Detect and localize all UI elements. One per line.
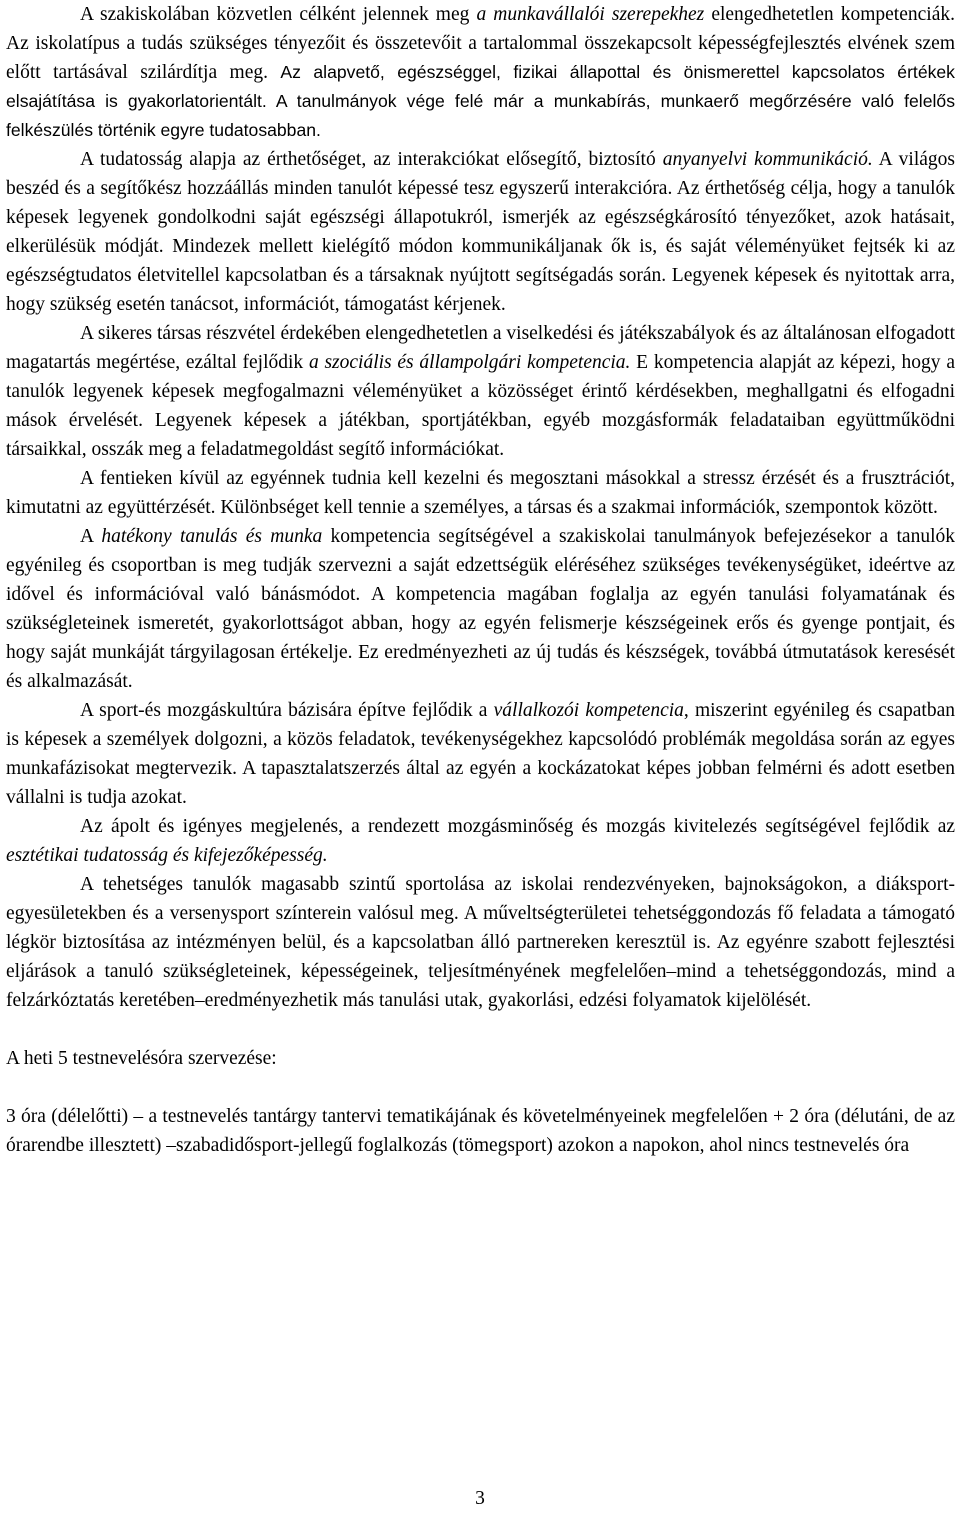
- spacer: [6, 1015, 955, 1044]
- paragraph-social-civic-competence: A sikeres társas részvétel érdekében elengedhetetlen a viselkedési és játékszabályok és az általánosan elfogadott magatartás megértése, ezáltal fejlődik a szociális és állampolgári kompetencia. E kompetencia alapját az képezi, hogy a tanulók legyenek képesek megfogalmazni véleményüket a közösséget érintő kérdésekben, meghallgatni és elfogadni mások érvelését. Legyenek képesek a játékban, sportjátékban, egyéb mozgásformák feladataiban együttműködni társaikkal, osszák meg a feladatmegoldást segítő információkat.: [6, 323, 955, 460]
- paragraph-entrepreneurship: A sport-és mozgáskultúra bázisára építve fejlődik a vállalkozói kompetencia, miszerint egyénileg és csapatban is képesek a személyek dolgozni, a közös feladatok, tevékenységekhez kapcsolódó problémák megoldása során az egyes munkafázisokat megtervezik. A tapasztalatszerzés által az egyén a kockázatokat képes jobban felmérni és adott esetben vállalni is tudja azokat.: [6, 700, 955, 808]
- section-heading: A heti 5 testnevelésóra szervezése:: [6, 1048, 277, 1069]
- schedule-paragraph: 3 óra (délelőtti) – a testnevelés tantárgy tantervi tematikájának és követelményeinek megfelelően + 2 óra (délutáni, de az órarendbe illesztett) –szabadidősport-jellegű foglalkozás (tömegsport) azokon a napokon, ahol nincs testnevelés óra: [6, 1106, 955, 1156]
- paragraph-native-language-communication: A tudatosság alapja az érthetőséget, az interakciókat elősegítő, biztosító anyanyelvi kommunikáció. A világos beszéd és a segítőkész hozzáállás minden tanulót képessé tesz egyszerű interakcióra. Az érthetőség célja, hogy a tanulók képesek legyenek gondolkodni saját egészségi állapotukról, ismerjék az egészségkárosító tényezőket, azok hatásait, elkerülésük módját. Mindezek mellett kielégítő módon kommunikáljanak ők is, és saját véleményüket fejtsék ki az egészségtudatos életvitellel kapcsolatban és a társaknak nyújtott segítségadás során. Legyenek képesek és nyitottak arra, hogy szükség esetén tanácsot, információt, támogatást kérjenek.: [6, 149, 956, 315]
- document-page: [6, 0, 955, 1160]
- paragraph-stress-management: A fentieken kívül az egyénnek tudnia kell kezelni és megosztani másokkal a stressz érzését és a frusztrációt, kimutatni az együttérzését. Különbséget kell tennie a személyes, a társas és a szakmai információk, szempontok között.: [6, 468, 955, 518]
- page-number: 3: [475, 1488, 485, 1509]
- paragraph-aesthetic-awareness: Az ápolt és igényes megjelenés, a rendezett mozgásminőség és mozgás kivitelezés segítségével fejlődik az esztétikai tudatosság és kifejezőképesség.: [6, 816, 955, 866]
- spacer: [6, 1073, 955, 1102]
- paragraph-learning-to-learn: A hatékony tanulás és munka kompetencia segítségével a szakiskolai tanulmányok befejezésekor a tanulók egyénileg és csoportban is meg tudják szervezni a saját edzettségük eléréséhez szükséges tevékenységüket, ideértve az idővel és információval való bánásmódot. A kompetencia magában foglalja az egyén tanulási folyamatának és szükségleteinek ismeretét, gyakorlottságot abban, hogy az egyén felismerje készségeinek erős és gyenge pontjait, és hogy saját munkáját tárgyilagosan értékelje. Ez eredményezheti az új tudás és készségek, továbbá útmutatások keresését és alkalmazását.: [6, 526, 955, 692]
- paragraph-workplace-roles: A szakiskolában közvetlen célként jelennek meg a munkavállalói szerepekhez elengedhetetlen kompetenciák. Az iskolatípus a tudás szükséges tényezőit és összetevőit a tartalommal összekapcsolt képességfejlesztés elvének szem előtt tartásával szilárdítja meg. Az alapvető, egészséggel, fizikai állapottal és önismerettel kapcsolatos értékek elsajátítása is gyakorlatorientált. A tanulmányok vége felé már a munkabírás, munkaerő megőrzésére való felelős felkészülés történik egyre tudatosabban.: [6, 4, 955, 140]
- paragraph-talent-development: A tehetséges tanulók magasabb szintű sportolása az iskolai rendezvényeken, bajnokságokon, a diáksport-egyesületekben és a versenysport színterein valósul meg. A műveltségterületei tehetséggondozás fő feladata a támogató légkör biztosítása az intézményen belül, és a kapcsolatban álló partnereken keresztül is. Az egyénre szabott fejlesztési eljárások a tanuló szükségleteinek, képességeinek, teljesítményének megfelelően–mind a tehetséggondozás, mind a felzárkóztatás keretében–eredményezhetik más tanulási utak, gyakorlási, edzési folyamatok kijelölését.: [6, 874, 955, 1011]
